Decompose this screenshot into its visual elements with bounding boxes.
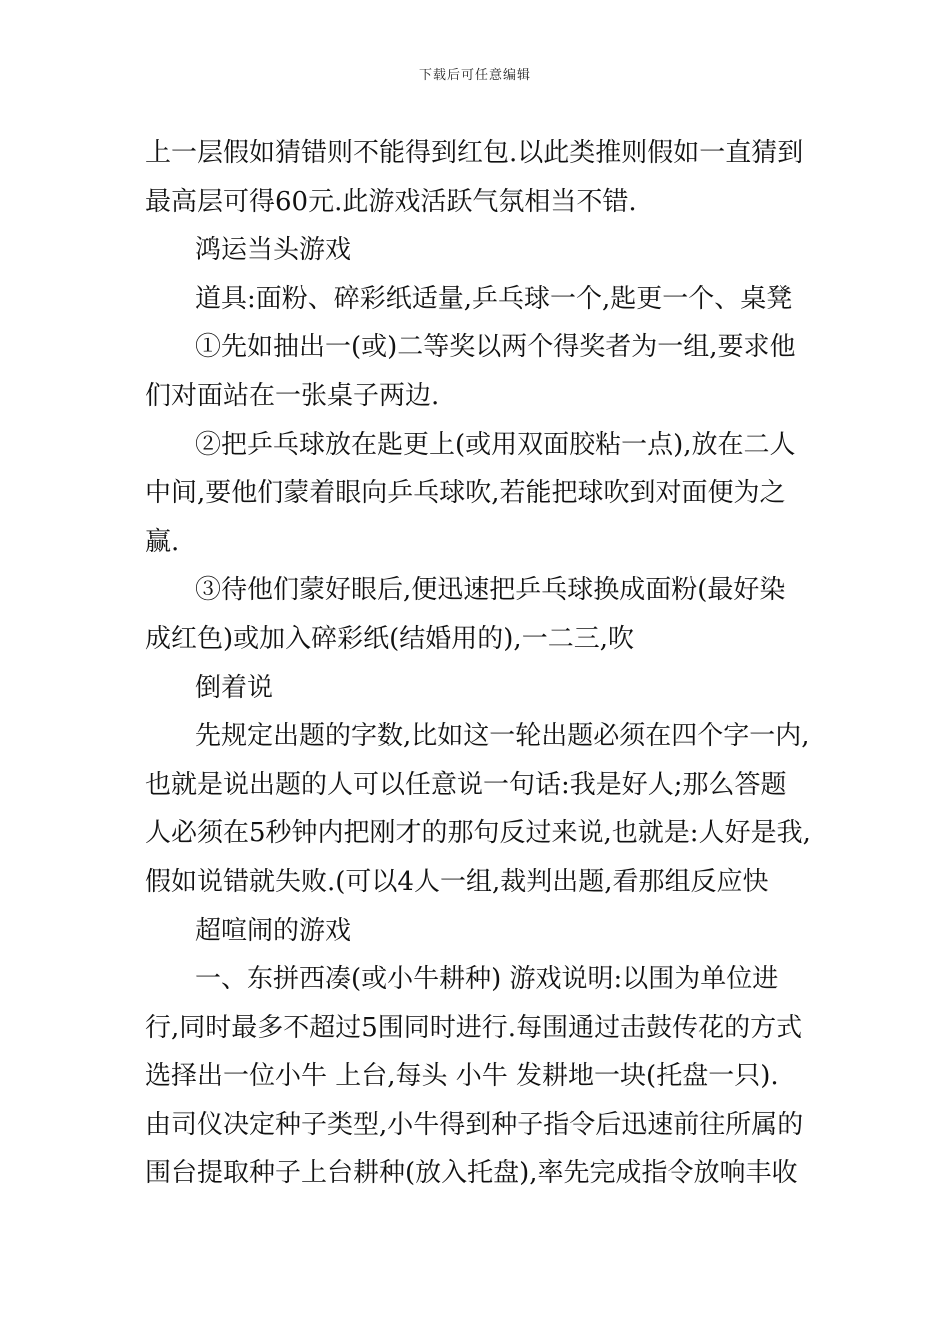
text-line: 行,同时最多不超过5围同时进行.每围通过击鼓传花的方式 xyxy=(145,1012,803,1043)
text-line: 选择出一位小牛 上台,每头 小牛 发耕地一块(托盘一只). xyxy=(145,1061,779,1092)
text-line: 上一层假如猜错则不能得到红包.以此类推则假如一直猜到 xyxy=(145,138,804,168)
text-line: 围台提取种子上台耕种(放入托盘),率先完成指令放响丰收 xyxy=(145,1158,798,1189)
text-line: 成红色)或加入碎彩纸(结婚用的),一二三,吹 xyxy=(145,623,634,654)
text-line: 们对面站在一张桌子两边. xyxy=(145,380,440,411)
text-line: 赢. xyxy=(145,526,180,557)
text-line: ①先如抽出一(或)二等奖以两个得奖者为一组,要求他 xyxy=(195,332,796,363)
text-line: 道具:面粉、碎彩纸适量,乒乓球一个,匙更一个、桌凳 xyxy=(195,283,793,314)
text-line: 人必须在5秒钟内把刚才的那句反过来说,也就是:人好是我, xyxy=(145,818,811,849)
text-line: 最高层可得60元.此游戏活跃气氛相当不错. xyxy=(145,186,637,217)
text-line: 鸿运当头游戏 xyxy=(195,235,352,266)
text-line: 先规定出题的字数,比如这一轮出题必须在四个字一内, xyxy=(195,721,810,752)
text-line: 一、东拼西凑(或小牛耕种) 游戏说明:以围为单位进 xyxy=(195,964,779,995)
text-line: ③待他们蒙好眼后,便迅速把乒乓球换成面粉(最好染 xyxy=(195,575,786,606)
text-line: 也就是说出题的人可以任意说一句话:我是好人;那么答题 xyxy=(145,769,787,800)
text-line: 中间,要他们蒙着眼向乒乓球吹,若能把球吹到对面便为之 xyxy=(145,478,786,509)
text-line: 超喧闹的游戏 xyxy=(195,915,352,946)
text-line: ②把乒乓球放在匙更上(或用双面胶粘一点),放在二人 xyxy=(195,429,796,460)
text-line: 倒着说 xyxy=(195,672,274,703)
document-body xyxy=(145,129,813,1198)
text-line: 由司仪决定种子类型,小牛得到种子指令后迅速前往所属的 xyxy=(145,1109,804,1140)
text-line: 假如说错就失败.(可以4人一组,裁判出题,看那组反应快 xyxy=(145,866,769,897)
page-header: 下载后可任意编辑 xyxy=(418,68,531,83)
